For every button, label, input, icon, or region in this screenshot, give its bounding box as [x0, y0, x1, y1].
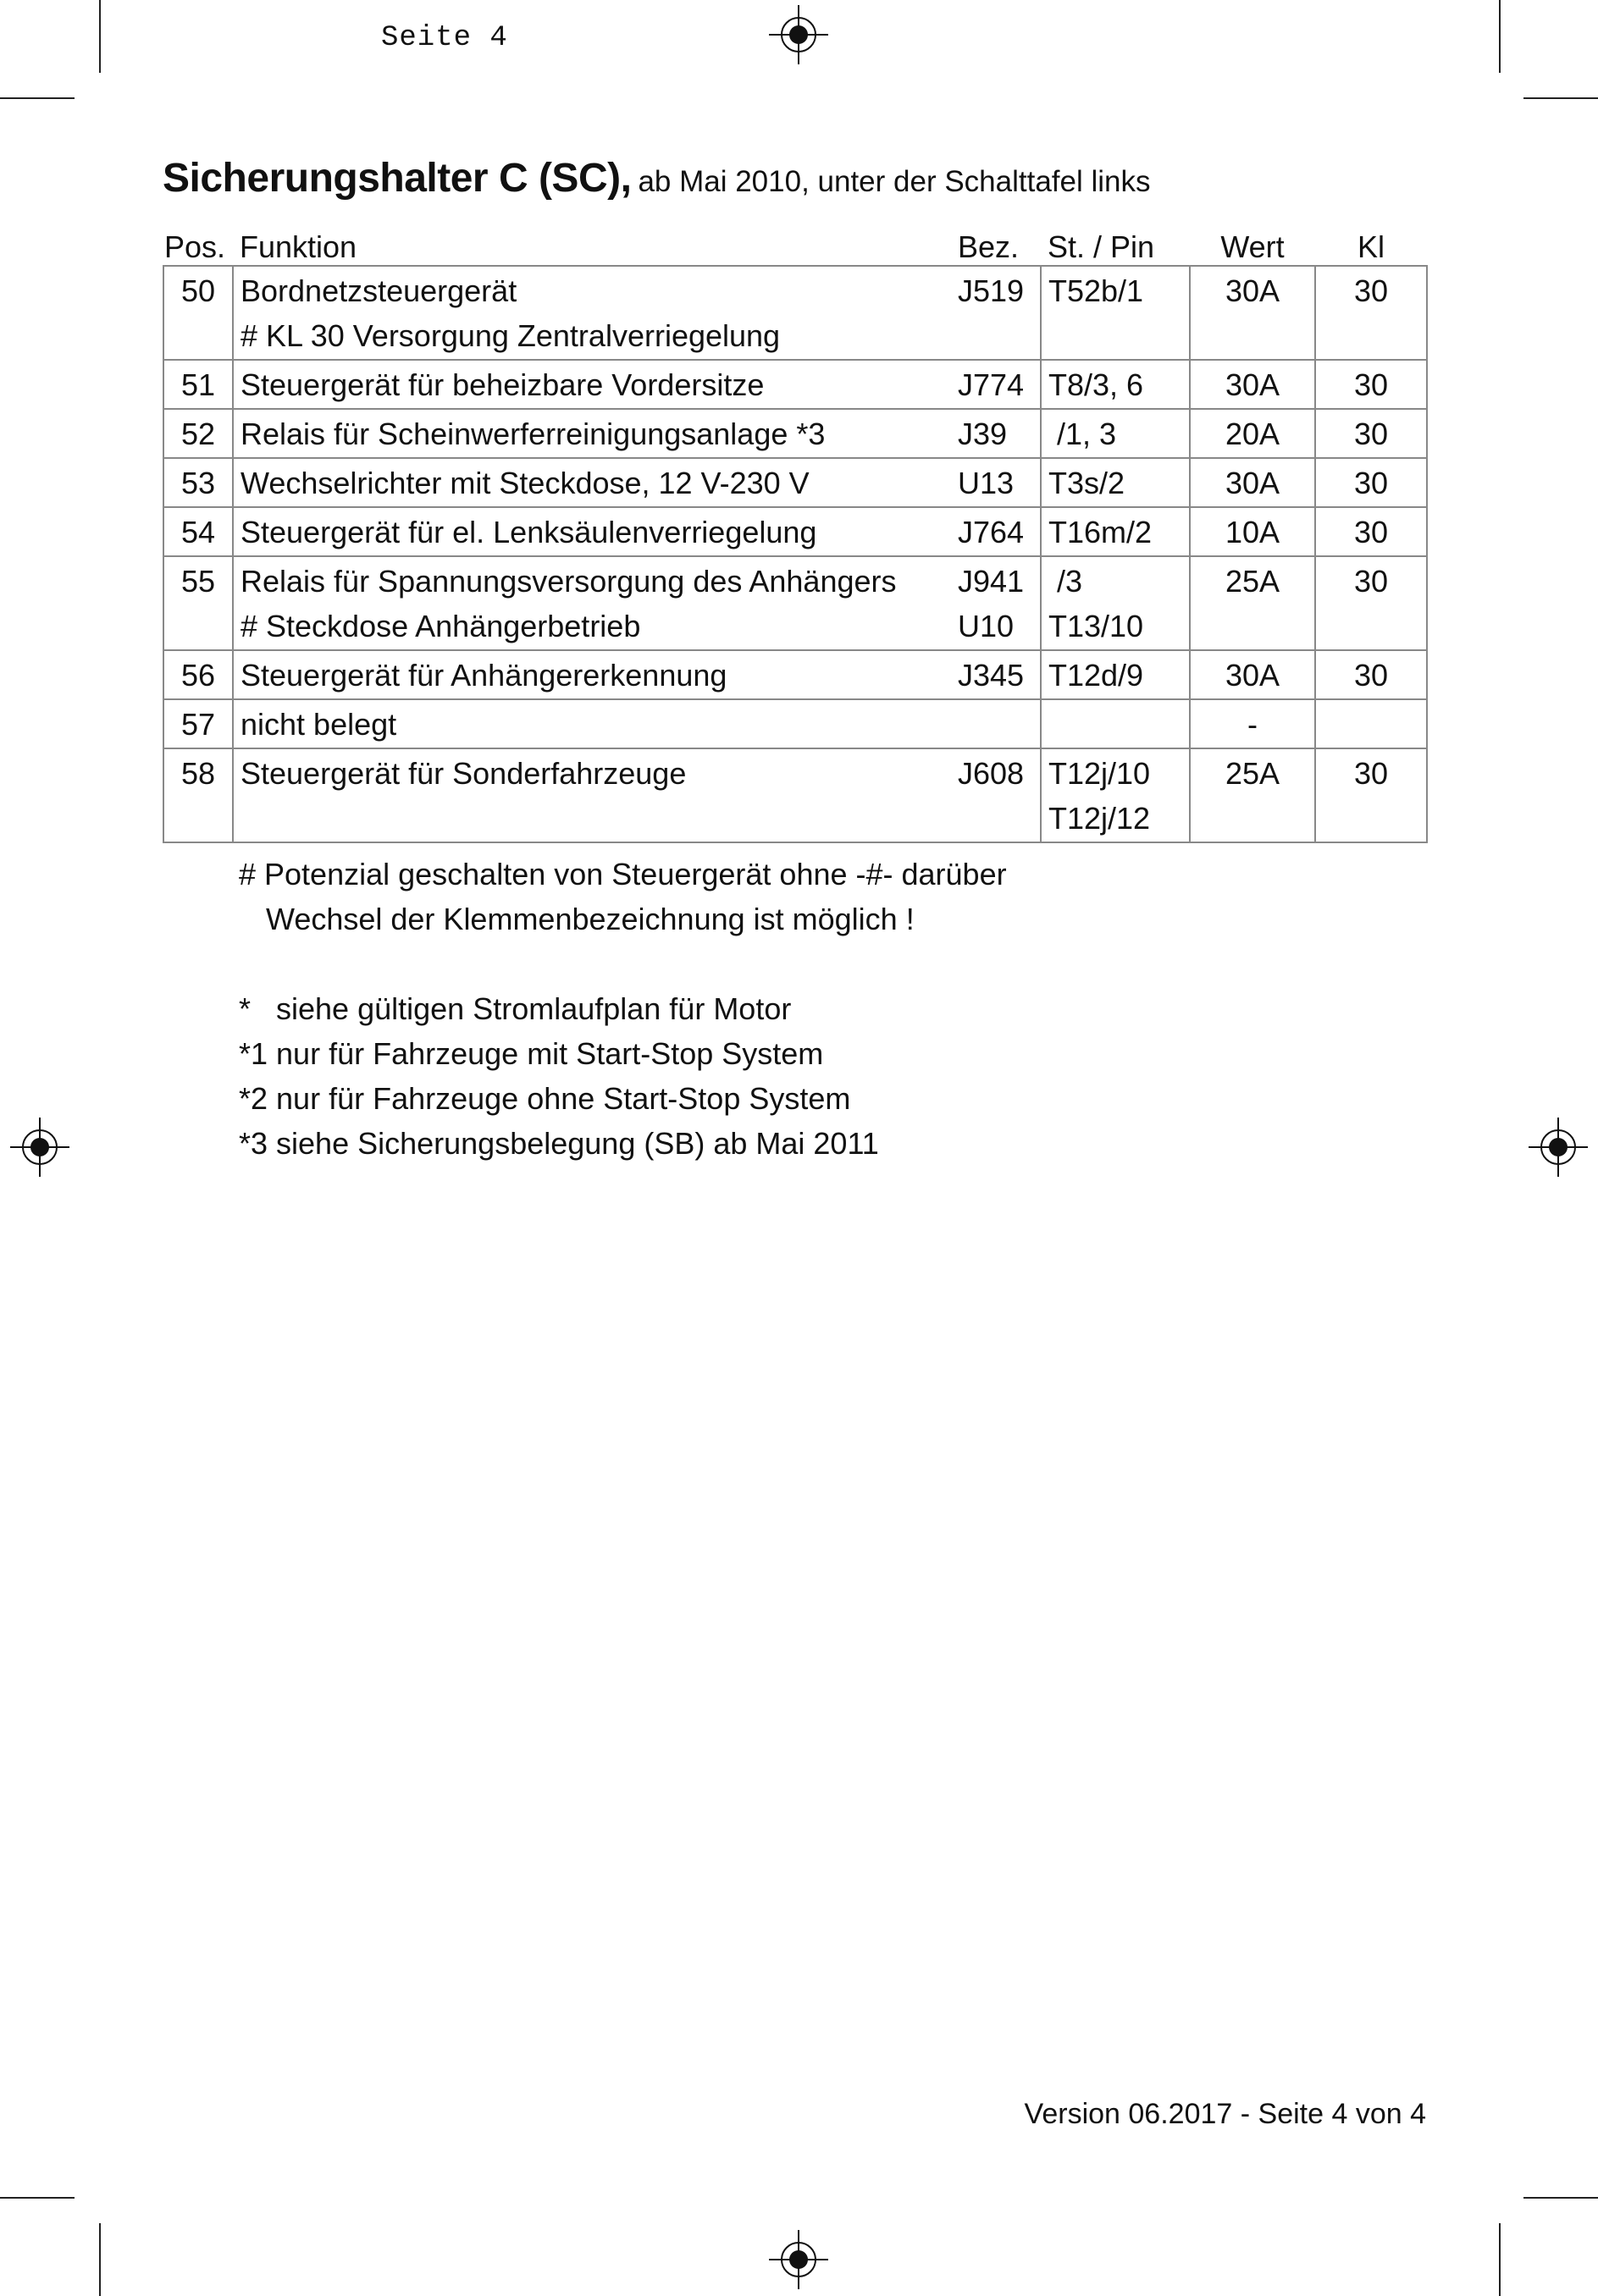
column-header-bez: Bez.	[951, 223, 1041, 266]
cell-wert: 30A	[1190, 360, 1315, 409]
registration-mark-icon	[769, 2230, 828, 2289]
note-hash-line: Wechsel der Klemmenbezeichnung ist möglich !	[266, 902, 915, 936]
cell-line: Steuergerät für Anhängererkennung	[241, 658, 727, 693]
cell-funktion	[233, 458, 951, 507]
cell-pin	[1041, 556, 1190, 650]
cell-line	[958, 702, 1033, 747]
cell-line: Bordnetzsteuergerät	[241, 273, 517, 308]
cell-pos: 55	[163, 556, 233, 650]
cell-line: J345	[958, 658, 1025, 693]
column-header-kl: Kl	[1315, 223, 1427, 266]
cell-pos: 56	[163, 650, 233, 699]
crop-mark	[1523, 2197, 1598, 2199]
cell-line: nicht belegt	[241, 707, 397, 742]
cell-pin	[1041, 458, 1190, 507]
cell-line: J764	[958, 515, 1025, 549]
cell-kl: 30	[1315, 556, 1427, 650]
cell-line	[241, 796, 944, 841]
cell-kl: 30	[1315, 458, 1427, 507]
table-row	[163, 699, 1427, 748]
table-row	[163, 266, 1427, 360]
note-star1: *1 nur für Fahrzeuge mit Start-Stop System	[239, 1036, 824, 1071]
crop-mark	[99, 2223, 101, 2296]
title-main: Sicherungshalter C (SC),	[163, 156, 632, 201]
note-star2: *2 nur für Fahrzeuge ohne Start-Stop System	[239, 1081, 851, 1116]
cell-bez	[951, 360, 1041, 409]
cell-line: T12j/12	[1048, 801, 1151, 836]
cell-pos: 52	[163, 409, 233, 458]
cell-funktion	[233, 748, 951, 842]
table-row	[163, 650, 1427, 699]
cell-funktion	[233, 409, 951, 458]
cell-line: J608	[958, 756, 1025, 791]
cell-pin	[1041, 360, 1190, 409]
cell-line: Steuergerät für el. Lenksäulenverriegelung	[241, 515, 817, 549]
column-header-pin: St. / Pin	[1041, 223, 1190, 266]
cell-pin	[1041, 266, 1190, 360]
cell-funktion	[233, 360, 951, 409]
crop-mark	[99, 0, 101, 73]
cell-bez	[951, 266, 1041, 360]
cell-line: # KL 30 Versorgung Zentralverriegelung	[241, 318, 781, 353]
cell-pos: 57	[163, 699, 233, 748]
cell-line: U10	[958, 609, 1015, 643]
fuse-table	[163, 223, 1428, 843]
cell-pos: 53	[163, 458, 233, 507]
note-star3: *3 siehe Sicherungsbelegung (SB) ab Mai 2011	[239, 1126, 879, 1161]
cell-pin	[1041, 507, 1190, 556]
column-header-wert: Wert	[1190, 223, 1315, 266]
cell-line: T52b/1	[1048, 273, 1144, 308]
cell-wert: 25A	[1190, 556, 1315, 650]
crop-mark	[1523, 97, 1598, 99]
cell-line: /1, 3	[1048, 417, 1117, 451]
cell-wert: 30A	[1190, 266, 1315, 360]
cell-line: T3s/2	[1048, 466, 1125, 500]
cell-line: /3	[1048, 564, 1083, 599]
table-row	[163, 748, 1427, 842]
cell-line: Relais für Spannungsversorgung des Anhängers	[241, 564, 897, 599]
cell-wert: 30A	[1190, 650, 1315, 699]
cell-bez	[951, 507, 1041, 556]
cell-kl: 30	[1315, 650, 1427, 699]
cell-funktion	[233, 650, 951, 699]
cell-bez	[951, 650, 1041, 699]
registration-mark-icon	[10, 1118, 69, 1177]
cell-pos: 58	[163, 748, 233, 842]
table-row	[163, 556, 1427, 650]
cell-line: T13/10	[1048, 609, 1144, 643]
spacer	[239, 941, 1007, 986]
cell-line: Relais für Scheinwerferreinigungsanlage *3	[241, 417, 826, 451]
cell-pin	[1041, 699, 1190, 748]
column-header-funktion: Funktion	[233, 223, 951, 266]
cell-bez	[951, 409, 1041, 458]
cell-pin	[1041, 650, 1190, 699]
cell-kl: 30	[1315, 266, 1427, 360]
column-header-pos: Pos.	[163, 223, 233, 266]
note-star: * siehe gültigen Stromlaufplan für Motor	[239, 991, 792, 1026]
table-row	[163, 360, 1427, 409]
cell-pos: 51	[163, 360, 233, 409]
registration-mark-icon	[769, 5, 828, 64]
cell-line: U13	[958, 466, 1015, 500]
cell-funktion	[233, 507, 951, 556]
cell-line: J774	[958, 367, 1025, 402]
footnotes	[239, 852, 1007, 1166]
cell-bez	[951, 458, 1041, 507]
registration-mark-icon	[1529, 1118, 1588, 1177]
table-row	[163, 458, 1427, 507]
cell-kl: 30	[1315, 507, 1427, 556]
cell-line: Steuergerät für beheizbare Vordersitze	[241, 367, 765, 402]
crop-mark	[1499, 0, 1501, 73]
cell-line: T16m/2	[1048, 515, 1153, 549]
cell-wert: 20A	[1190, 409, 1315, 458]
cell-kl: 30	[1315, 360, 1427, 409]
cell-wert: -	[1190, 699, 1315, 748]
cell-line	[1048, 702, 1182, 747]
cell-line: Steuergerät für Sonderfahrzeuge	[241, 756, 687, 791]
cell-wert: 25A	[1190, 748, 1315, 842]
crop-mark	[0, 2197, 75, 2199]
cell-bez	[951, 699, 1041, 748]
cell-line: Wechselrichter mit Steckdose, 12 V-230 V	[241, 466, 810, 500]
cell-kl	[1315, 699, 1427, 748]
cell-bez	[951, 556, 1041, 650]
cell-funktion	[233, 699, 951, 748]
cell-line: T12j/10	[1048, 756, 1151, 791]
cell-pin	[1041, 748, 1190, 842]
cell-line: J39	[958, 417, 1008, 451]
cell-funktion	[233, 266, 951, 360]
page-header: Seite 4	[381, 22, 508, 54]
title-sub: ab Mai 2010, unter der Schalttafel links	[638, 165, 1151, 198]
cell-kl: 30	[1315, 409, 1427, 458]
table-row	[163, 409, 1427, 458]
crop-mark	[0, 97, 75, 99]
cell-funktion	[233, 556, 951, 650]
note-hash-line: # Potenzial geschalten von Steuergerät ohne -#- darüber	[239, 857, 1007, 891]
cell-line: # Steckdose Anhängerbetrieb	[241, 609, 641, 643]
cell-pos: 54	[163, 507, 233, 556]
table-header-row	[163, 223, 1427, 266]
fuse-table-container	[163, 223, 1426, 843]
cell-line: J519	[958, 273, 1025, 308]
cell-line: J941	[958, 564, 1025, 599]
cell-bez	[951, 748, 1041, 842]
cell-line: T8/3, 6	[1048, 367, 1144, 402]
table-row	[163, 507, 1427, 556]
cell-pos: 50	[163, 266, 233, 360]
cell-wert: 30A	[1190, 458, 1315, 507]
page-footer: Version 06.2017 - Seite 4 von 4	[1024, 2098, 1426, 2130]
crop-mark	[1499, 2223, 1501, 2296]
page-title	[163, 155, 1151, 201]
cell-pin	[1041, 409, 1190, 458]
cell-kl: 30	[1315, 748, 1427, 842]
cell-line: T12d/9	[1048, 658, 1144, 693]
cell-wert: 10A	[1190, 507, 1315, 556]
